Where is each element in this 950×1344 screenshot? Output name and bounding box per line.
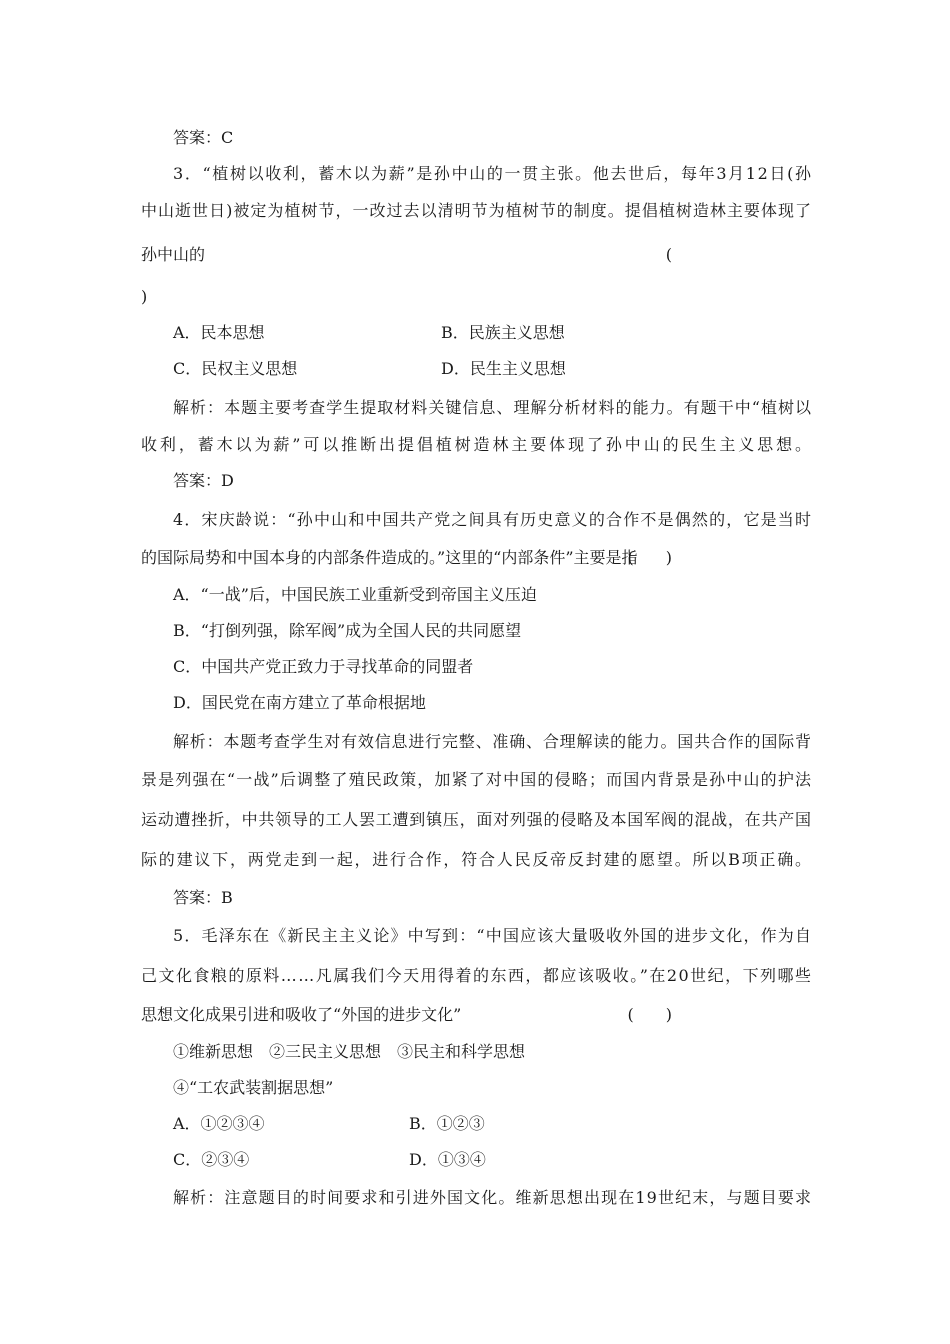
q4-analysis-line-3: 运动遭挫折，中共领导的工人罢工遭到镇压，面对列强的侵略及本国军阀的混战，在共产国 bbox=[141, 810, 812, 829]
q4-analysis-line-4: 际的建议下，两党走到一起，进行合作，符合人民反帝反封建的愿望。所以B项正确。 bbox=[141, 850, 813, 869]
q3-option-a: A．民本思想 bbox=[173, 323, 265, 342]
q3-answer-paren-open: ( bbox=[665, 245, 672, 264]
q4-stem-text: 的国际局势和中国本身的内部条件造成的。”这里的“内部条件”主要是指 bbox=[141, 548, 638, 567]
q3-option-c: C．民权主义思想 bbox=[173, 359, 298, 378]
q4-answer: 答案：B bbox=[173, 888, 233, 907]
q5-items-line-2: ④“工农武装割据思想” bbox=[173, 1078, 334, 1097]
q5-stem-line-1: 5．毛泽东在《新民主主义论》中写到：“中国应该大量吸收外国的进步文化，作为自 bbox=[173, 926, 813, 945]
q3-stem-line-1: 3．“植树以收利，蓄木以为薪”是孙中山的一贯主张。他去世后，每年3月12日(孙 bbox=[173, 164, 813, 183]
q3-options-row-2 bbox=[173, 357, 811, 381]
q3-answer: 答案：D bbox=[173, 471, 234, 490]
q4-stem-line-1: 4．宋庆龄说：“孙中山和中国共产党之间具有历史意义的合作不是偶然的，它是当时 bbox=[173, 510, 813, 529]
q3-stem-line-2: 中山逝世日)被定为植树节，一改过去以清明节为植树节的制度。提倡植树造林主要体现了 bbox=[141, 201, 813, 220]
q4-analysis-line-2: 景是列强在“一战”后调整了殖民政策，加紧了对中国的侵略；而国内背景是孙中山的护法 bbox=[141, 770, 813, 789]
q4-option-c: C．中国共产党正致力于寻找革命的同盟者 bbox=[173, 657, 474, 676]
q5-options-row-2 bbox=[173, 1148, 811, 1172]
q4-answer-paren: ( ) bbox=[627, 548, 672, 567]
q5-stem-text: 思想文化成果引进和吸收了“外国的进步文化” bbox=[141, 1005, 462, 1024]
q3-option-d: D．民生主义思想 bbox=[441, 359, 566, 378]
q5-answer-paren: ( ) bbox=[627, 1005, 672, 1024]
q4-analysis-line-1: 解析：本题考查学生对有效信息进行完整、准确、合理解读的能力。国共合作的国际背 bbox=[173, 732, 812, 751]
q3-stem-text: 孙中山的 bbox=[141, 245, 206, 264]
q4-option-a: A．“一战”后，中国民族工业重新受到帝国主义压迫 bbox=[173, 585, 537, 604]
q4-option-b: B．“打倒列强，除军阀”成为全国人民的共同愿望 bbox=[173, 621, 522, 640]
q5-option-c: C．②③④ bbox=[173, 1150, 250, 1169]
q5-options-row-1 bbox=[173, 1112, 811, 1136]
q4-stem-line-2 bbox=[141, 546, 811, 570]
q5-option-a: A．①②③④ bbox=[173, 1114, 265, 1133]
q2-answer: 答案：C bbox=[173, 128, 234, 147]
q3-analysis-line-2: 收利，蓄木以为薪”可以推断出提倡植树造林主要体现了孙中山的民生主义思想。 bbox=[141, 435, 814, 454]
q4-option-d: D．国民党在南方建立了革命根据地 bbox=[173, 693, 426, 712]
q5-option-d: D．①③④ bbox=[409, 1150, 486, 1169]
q3-stem-line-3 bbox=[141, 243, 811, 267]
q5-items-line-1: ①维新思想 ②三民主义思想 ③民主和科学思想 bbox=[173, 1042, 526, 1061]
q3-analysis-line-1: 解析：本题主要考查学生提取材料关键信息、理解分析材料的能力。有题干中“植树以 bbox=[173, 398, 813, 417]
q5-stem-line-2: 己文化食粮的原料……凡属我们今天用得着的东西，都应该吸收。”在20世纪，下列哪些 bbox=[141, 966, 813, 985]
q3-option-b: B．民族主义思想 bbox=[441, 323, 565, 342]
q5-analysis-line-1: 解析：注意题目的时间要求和引进外国文化。维新思想出现在19世纪末，与题目要求 bbox=[173, 1188, 813, 1207]
q5-option-b: B．①②③ bbox=[409, 1114, 485, 1133]
q5-stem-line-3 bbox=[141, 1003, 811, 1027]
q3-answer-paren-close: ) bbox=[141, 287, 148, 306]
q3-options-row-1 bbox=[173, 321, 811, 345]
